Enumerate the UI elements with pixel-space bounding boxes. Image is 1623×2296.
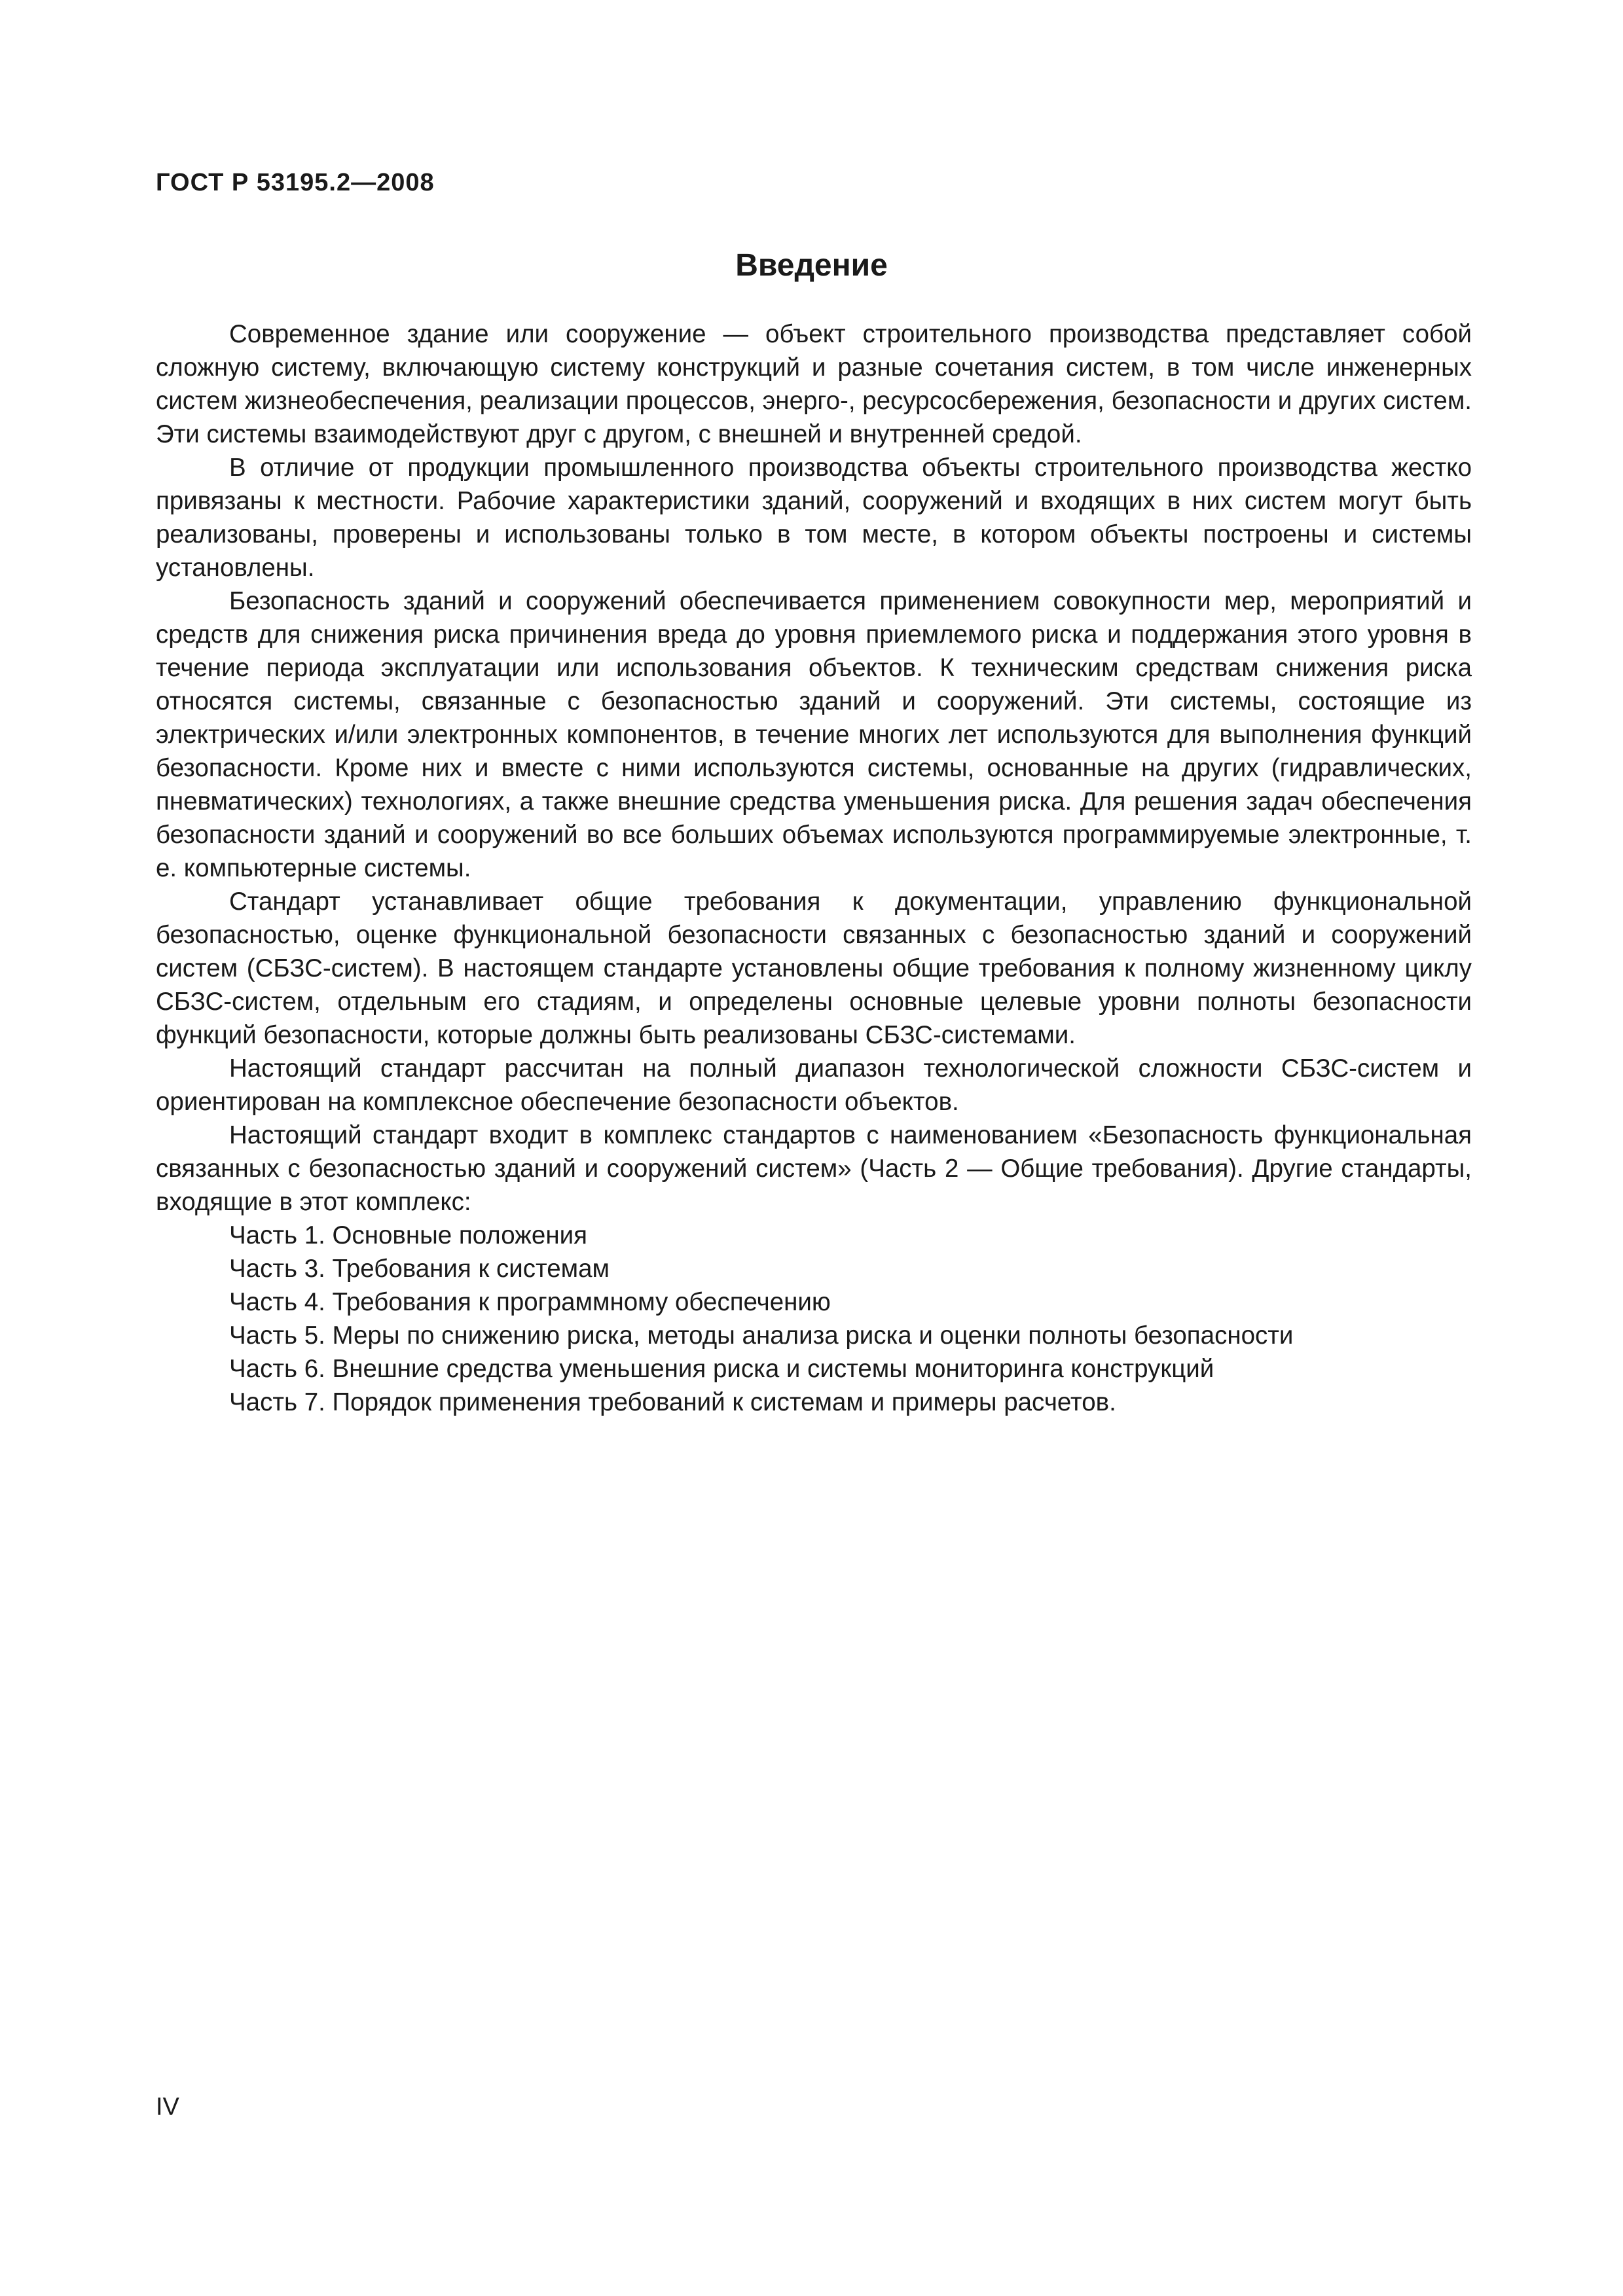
standard-parts-list: [156, 1219, 1472, 1419]
section-title: Введение: [735, 248, 888, 283]
paragraph: Безопасность зданий и сооружений обеспечивается применением совокупности мер, мероприятий и средств для снижения риска причинения вреда до уровня приемлемого риска и поддержания этого уровня в течение периода эксплуатации или использования объектов. К техническим средствам снижения риска относятся системы, связанные с безопасностью зданий и сооружений. Эти системы, состоящие из электрических и/или электронных компонентов, в течение многих лет используются для выполнения функций безопасности. Кроме них и вместе с ними используются системы, основанные на других (гидравлических, пневматических) технологиях, а также внешние средства уменьшения риска. Для решения задач обеспечения безопасности зданий и сооружений во все больших объемах используются программируемые электронные, т. е. компьютерные системы.: [156, 587, 1472, 882]
paragraph: Настоящий стандарт рассчитан на полный диапазон технологической сложности СБЗС-систем и ориентирован на комплексное обеспечение безопасности объектов.: [156, 1054, 1472, 1116]
list-item: Часть 5. Меры по снижению риска, методы анализа риска и оценки полноты безопасности: [229, 1321, 1294, 1350]
list-item: Часть 7. Порядок применения требований к системам и примеры расчетов.: [229, 1388, 1116, 1416]
paragraph: Настоящий стандарт входит в комплекс стандартов с наименованием «Безопасность функциональная связанных с безопасностью зданий и сооружений систем» (Часть 2 — Общие требования). Другие стандарты, входящие в этот комплекс:: [156, 1121, 1472, 1216]
paragraph: В отличие от продукции промышленного производства объекты строительного производства жестко привязаны к местности. Рабочие характеристики зданий, сооружений и входящих в них систем могут быть реализованы, проверены и использованы только в том месте, в котором объекты построены и системы установлены.: [156, 454, 1472, 582]
paragraph: Стандарт устанавливает общие требования к документации, управлению функциональной безопасностью, оценке функциональной безопасности связанных с безопасностью зданий и сооружений систем (СБЗС-систем). В настоящем стандарте установлены общие требования к полному жизненному циклу СБЗС-систем, отдельным его стадиям, и определены основные целевые уровни полноты безопасности функций безопасности, которые должны быть реализованы СБЗС-системами.: [156, 888, 1472, 1049]
list-item: Часть 4. Требования к программному обеспечению: [229, 1288, 831, 1316]
page-number: IV: [156, 2093, 179, 2121]
list-item: Часть 6. Внешние средства уменьшения риска и системы мониторинга конструкций: [229, 1355, 1214, 1383]
document-body: [156, 317, 1472, 1419]
list-item: Часть 1. Основные положения: [229, 1221, 587, 1249]
document-code: ГОСТ Р 53195.2—2008: [156, 169, 435, 196]
list-item: Часть 3. Требования к системам: [229, 1255, 610, 1283]
paragraph: Современное здание или сооружение — объект строительного производства представляет собой сложную систему, включающую систему конструкций и разные сочетания систем, в том числе инженерных систем жизнеобеспечения, реализации процессов, энерго-, ресурсосбережения, безопасности и других систем. Эти системы взаимодействуют друг с другом, с внешней и внутренней средой.: [156, 320, 1472, 448]
